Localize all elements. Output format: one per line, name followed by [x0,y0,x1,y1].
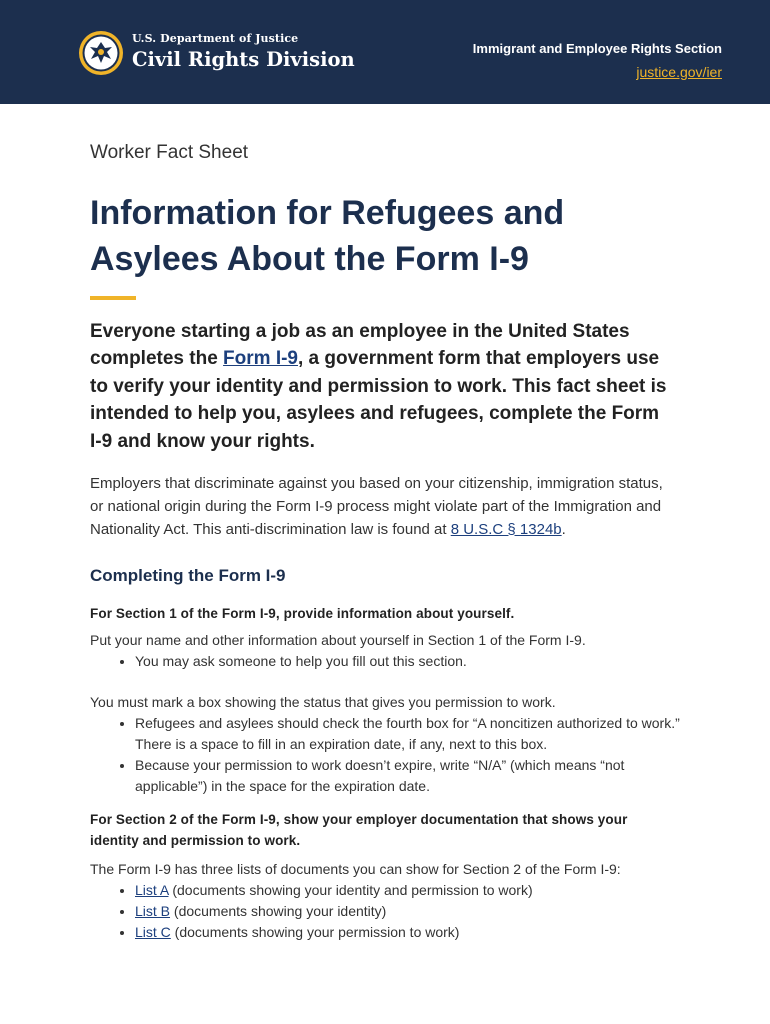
form-i9-link[interactable]: Form I-9 [223,348,298,370]
justice-gov-ier-link[interactable]: justice.gov/ier [636,64,722,80]
agency-name [132,32,355,72]
list-c-desc: (documents showing your permission to work) [170,924,460,941]
list-item: • You may ask someone to help you fill out this section. [135,651,690,672]
site-header [0,0,770,104]
list-c-item [135,922,690,943]
lead-text-after: , a government form that employers use to verify your identity and permission to work. This fact sheet is intended to help you, asylees and refugees, complete the Form I-9 and know your rights. [90,348,667,452]
list-item: • Refugees and asylees should check the fourth box for “A noncitizen authorized to work.” There is a space to fill in an expiration date, if any, next to this box. [135,713,690,755]
list-b-item [135,901,690,922]
section2-text: The Form I-9 has three lists of documents you can show for Section 2 of the Form I-9: [90,861,621,878]
usc-1324b-link[interactable]: 8 U.S.C § 1324b [450,520,562,538]
title-accent-rule [90,296,136,300]
section1-status-text: You must mark a box showing the status that gives you permission to work. [90,694,556,711]
fact-sheet-body [90,140,690,943]
department-name: U.S. Department of Justice [132,32,299,45]
list-a-link[interactable]: List A [135,882,169,899]
intro-text-before: Employers that discriminate against you based on your citizenship, immigration status, or national origin during the Form I-9 process might violate part of the Immigration and Nationality Act. This anti-discrimination law is found at [90,475,663,538]
section1-heading: For Section 1 of the Form I-9, provide information about yourself. [90,606,515,622]
section1-bullets [90,651,690,672]
document-lists [90,880,690,943]
list-item: • Because your permission to work doesn’t expire, write “N/A” (which means “not applicable”) in the space for the expiration date. [135,755,690,797]
list-b-desc: (documents showing your identity) [170,903,387,920]
spacer [90,672,690,692]
document-title: Information for Refugees and Asylees About the Form I-9 [90,194,565,278]
list-c-link[interactable]: List C [135,924,171,941]
section1-text: Put your name and other information about yourself in Section 1 of the Form I-9. [90,632,586,649]
document-kicker: Worker Fact Sheet [90,142,249,163]
section-heading: Completing the Form I-9 [90,566,286,586]
list-a-item [135,880,690,901]
doj-seal-icon [78,30,124,76]
division-name: Civil Rights Division [132,48,355,71]
section2-heading: For Section 2 of the Form I-9, show your employer documentation that shows your identity and permission to work. [90,812,628,849]
list-a-desc: (documents showing your identity and permission to work) [168,882,533,899]
section-name: Immigrant and Employee Rights Section [472,41,722,56]
intro-text-after: . [561,520,566,538]
section1-status-bullets [90,713,690,797]
lead-paragraph [90,318,675,455]
list-b-link[interactable]: List B [135,903,171,920]
intro-paragraph [90,473,675,541]
lead-text-before: Everyone starting a job as an employee in the United States completes the [90,321,630,370]
